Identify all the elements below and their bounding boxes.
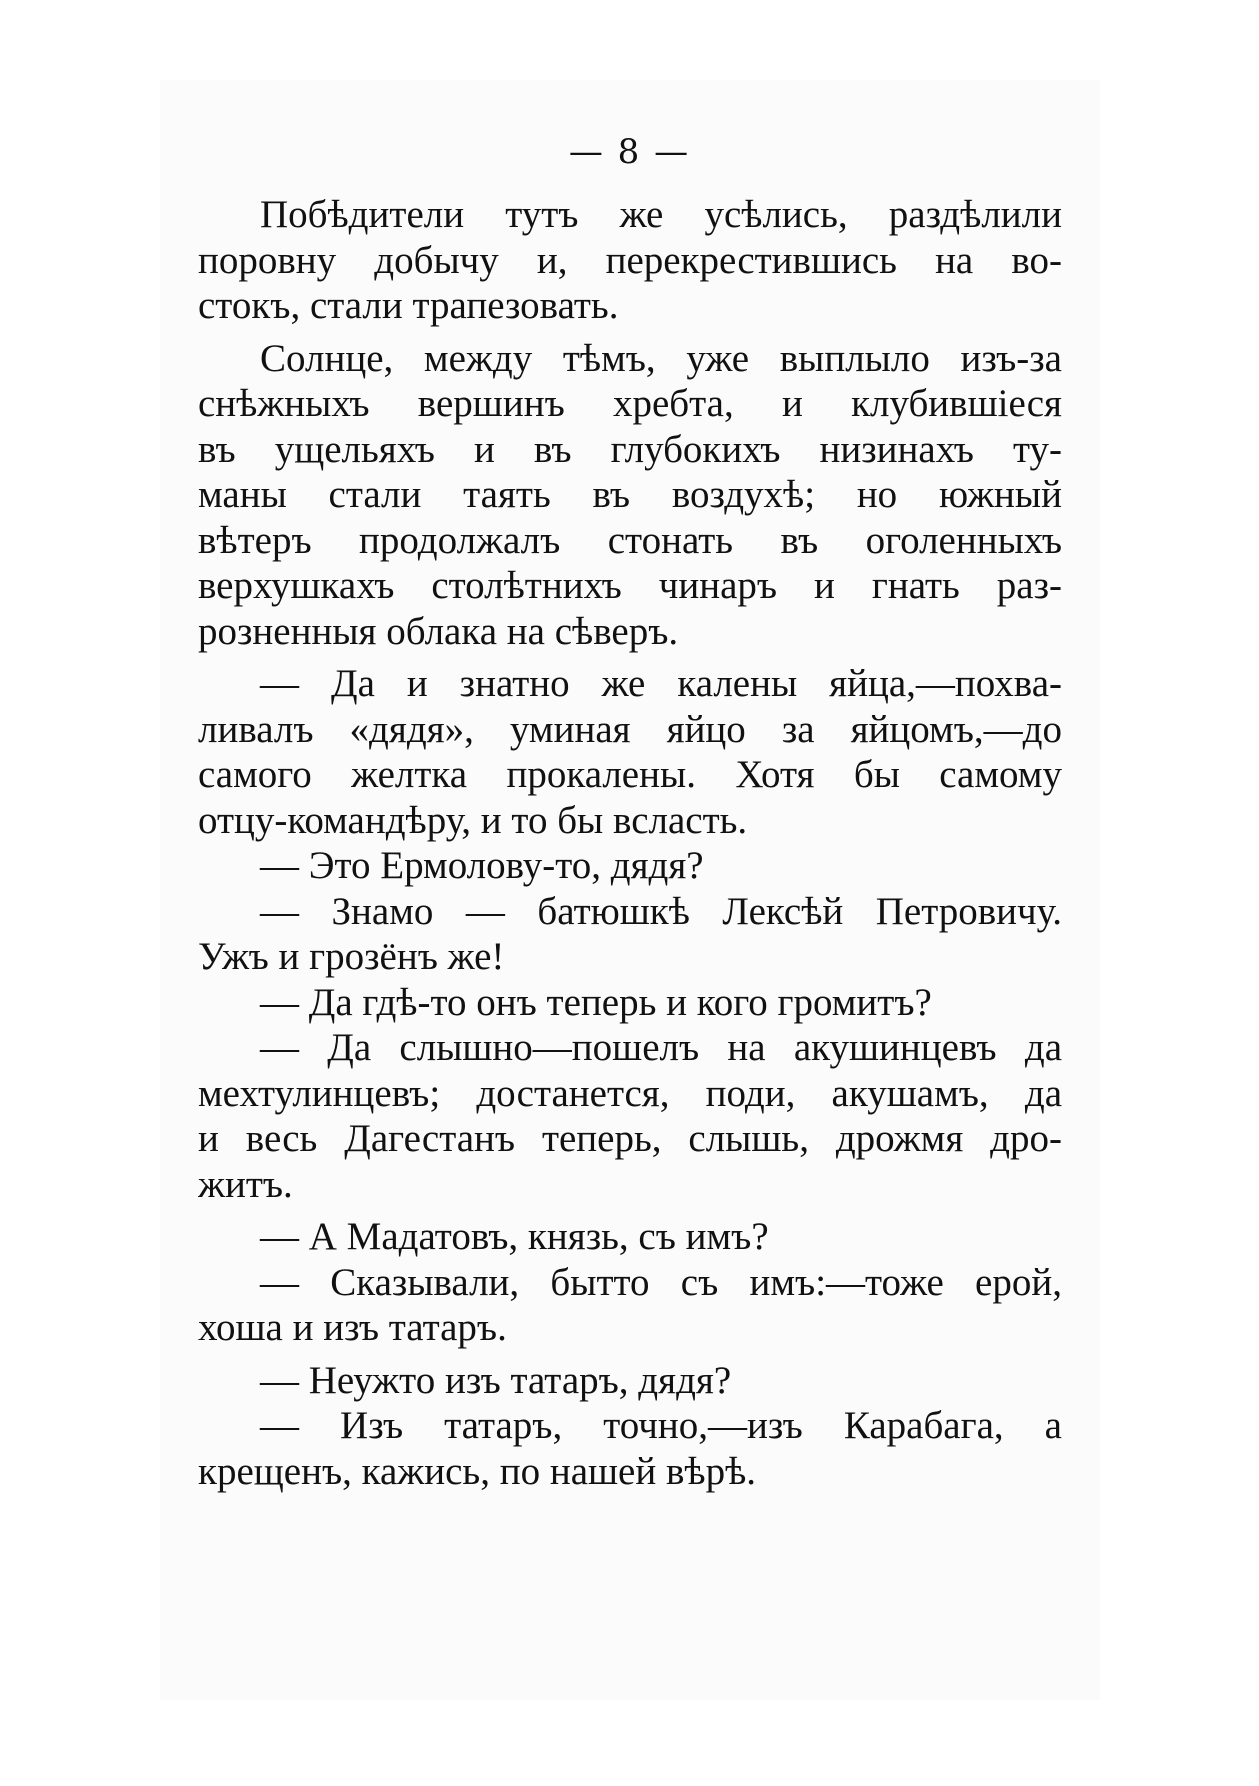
text-line: поровну добычу и, перекрестившись на во-	[198, 238, 1062, 282]
text-line: въ ущельяхъ и въ глубокихъ низинахъ ту-	[198, 427, 1062, 471]
text-line: маны стали таять въ воздухѣ; но южный	[198, 473, 1062, 516]
text-line: стокъ, стали трапезовать.	[198, 284, 619, 327]
text-line: мехтулинцевъ; достанется, поди, акушамъ, да	[198, 1071, 1062, 1115]
text-line: — Да слышно—пошелъ на акушинцевъ да	[260, 1026, 1062, 1069]
text-line: самого желтка прокалены. Хотя бы самому	[198, 753, 1062, 796]
text-line: Солнце, между тѣмъ, уже выплыло изъ-за	[260, 336, 1062, 380]
text-line: Побѣдители тутъ же усѣлись, раздѣлили	[260, 193, 1062, 236]
text-line: вѣтеръ продолжалъ стонать въ оголенныхъ	[198, 518, 1062, 562]
text-line: верхушкахъ столѣтнихъ чинаръ и гнать раз-	[198, 564, 1062, 607]
text-line: хоша и изъ татаръ.	[198, 1306, 507, 1349]
text-line: ливалъ «дядя», уминая яйцо за яйцомъ,—до	[198, 707, 1062, 751]
text-line: крещенъ, кажись, по нашей вѣрѣ.	[198, 1449, 756, 1493]
text-line: — Сказывали, бытто съ имъ:—тоже ерой,	[260, 1260, 1062, 1304]
text-line: и весь Дагестанъ теперь, слышь, дрожмя дро-	[198, 1117, 1062, 1160]
text-line: розненныя облака на сѣверъ.	[198, 609, 679, 653]
body-text	[198, 192, 1062, 1494]
text-line: — Знамо — батюшкѣ Лексѣй Петровичу.	[260, 889, 1062, 933]
text-line: — Изъ татаръ, точно,—изъ Карабага, а	[260, 1404, 1062, 1447]
text-line: отцу-командѣру, и то бы всласть.	[198, 798, 748, 842]
text-line: — А Мадатовъ, князь, съ имъ?	[260, 1215, 769, 1258]
text-line: Ужъ и грозёнъ же!	[198, 935, 505, 978]
page-number: — 8 —	[568, 132, 691, 172]
text-line: — Да гдѣ-то онъ теперь и кого громитъ?	[260, 980, 932, 1024]
text-line: — Да и знатно же калены яйца,—похва-	[260, 662, 1062, 705]
text-line: житъ.	[198, 1162, 293, 1206]
text-line: — Неужто изъ татаръ, дядя?	[260, 1358, 732, 1402]
text-line: — Это Ермолову-то, дядя?	[260, 844, 704, 887]
text-line: снѣжныхъ вершинъ хребта, и клубившіеся	[198, 382, 1062, 425]
